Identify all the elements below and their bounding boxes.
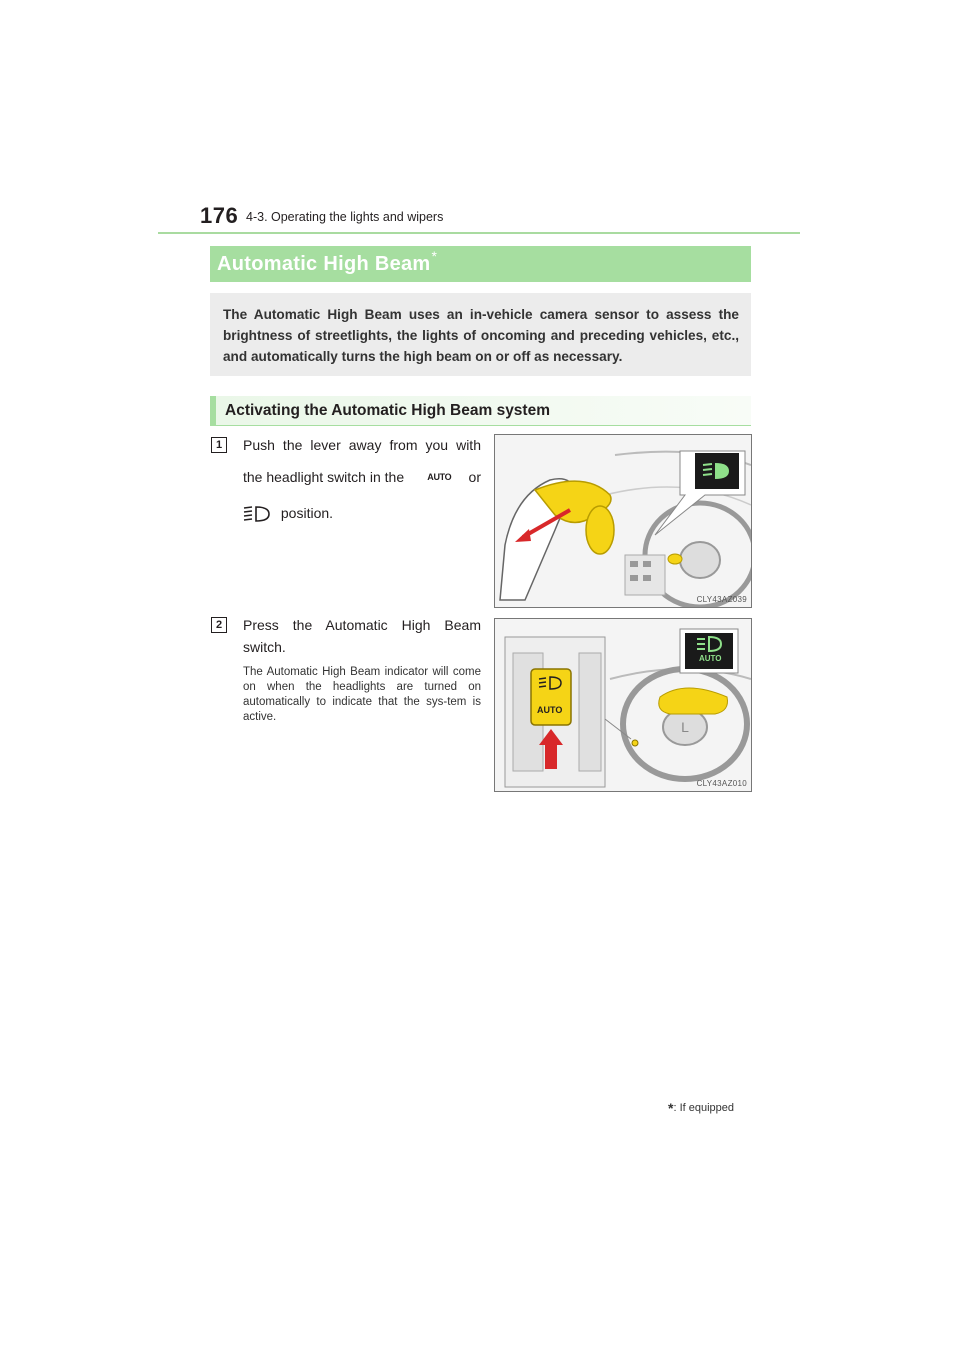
- footnote-asterisk: *: [668, 1100, 674, 1116]
- footnote: [668, 1100, 734, 1116]
- step-number-2: 2: [211, 617, 227, 633]
- figure-2-caption: CLY43AZ010: [696, 779, 747, 788]
- step-number-1: 1: [211, 437, 227, 453]
- footnote-text: : If equipped: [673, 1102, 735, 1114]
- lever-illustration: [495, 435, 751, 607]
- page-title-bar: [210, 246, 751, 282]
- step-1-line3: [243, 497, 481, 529]
- header-divider: [158, 232, 800, 234]
- step-1-line1: Push the lever away from you with: [243, 437, 481, 453]
- switch-illustration: [495, 619, 751, 791]
- title-asterisk: *: [431, 248, 437, 264]
- headlight-low-beam-icon: [243, 505, 271, 523]
- indicator-auto-label: AUTO: [699, 654, 722, 663]
- step-2-note: The Automatic High Beam indicator will come on when the headlights are turned on automatically to indicate that the sys-tem is active.: [243, 666, 481, 723]
- step-1-line3-post: position.: [280, 505, 334, 521]
- subheading-underline: [210, 425, 751, 426]
- section-title: 4-3. Operating the lights and wipers: [246, 210, 444, 224]
- step-1-line2-pre: the headlight switch in the: [243, 469, 405, 485]
- step-1-line2: [243, 461, 481, 493]
- subheading: Activating the Automatic High Beam system: [225, 401, 550, 419]
- step-1-text: [243, 429, 481, 529]
- step-2-text: Press the Automatic High Beam switch.: [243, 617, 481, 655]
- figure-lever-push: [494, 434, 752, 608]
- page-title: Automatic High Beam: [217, 252, 431, 275]
- auto-position-icon: AUTO: [427, 472, 452, 482]
- step-1-line2-post: or: [468, 469, 481, 485]
- intro-box: The Automatic High Beam uses an in-vehicle camera sensor to assess the brightness of streetlights, the lights of oncoming and preceding vehicles, etc., and automatically turns the high beam on or off as necessary.: [210, 293, 751, 376]
- switch-auto-label: AUTO: [537, 705, 563, 715]
- figure-1-caption: CLY43AZ039: [696, 595, 747, 604]
- subheading-bar: [210, 396, 751, 425]
- page-number: 176: [200, 203, 239, 228]
- svg-text:L: L: [681, 719, 689, 735]
- figure-switch-press: [494, 618, 752, 792]
